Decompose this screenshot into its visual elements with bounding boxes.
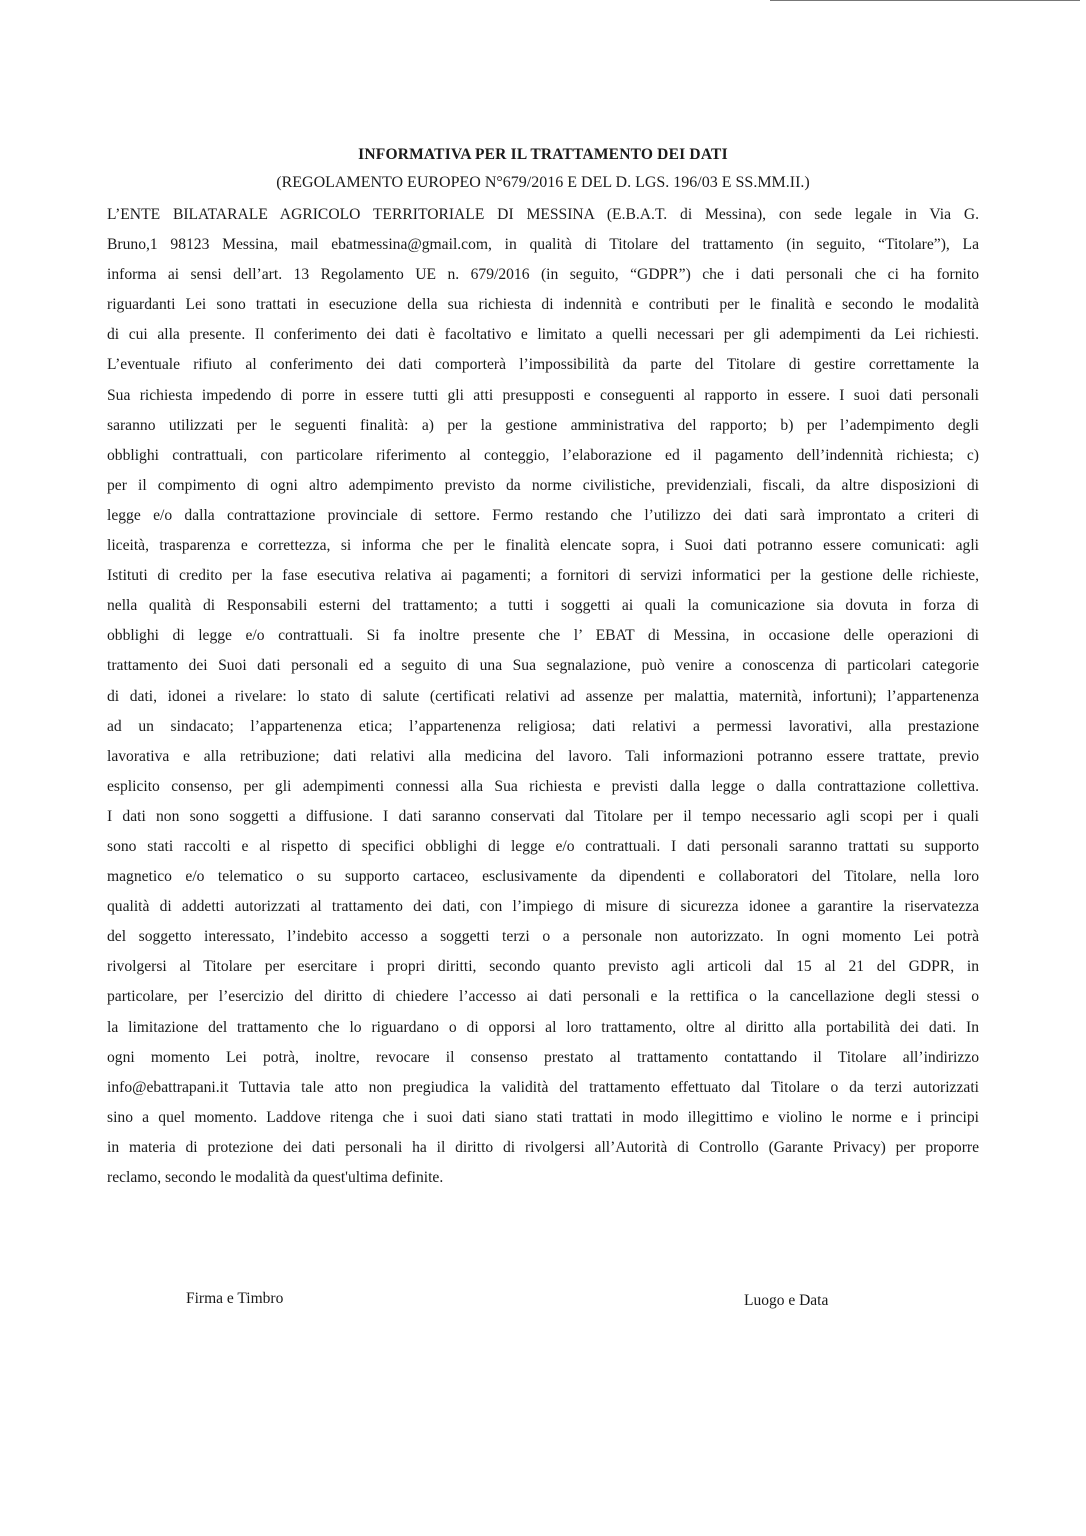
document-subtitle: (REGOLAMENTO EUROPEO N°679/2016 E DEL D. LGS. 196/03 E SS.MM.II.) <box>276 174 810 191</box>
body-line: I dati non sono soggetti a diffusione. I dati saranno conservati dal Titolare per il tempo necessario agli scopi per i quali <box>107 807 979 825</box>
body-line: sino a quel momento. Laddove ritenga che i suoi dati siano stati trattati in modo illegittimo e violino le norme e i principi <box>107 1108 979 1126</box>
body-line: L’ENTE BILATARALE AGRICOLO TERRITORIALE DI MESSINA (E.B.A.T. di Messina), con sede legale in Via G. <box>107 206 979 223</box>
body-line: particolare, per l’esercizio del diritto di chiedere l’accesso ai dati personali e la rettifica o la cancellazione degli stessi o <box>107 988 979 1006</box>
place-date-label: Luogo e Data <box>744 1292 829 1309</box>
document-title: INFORMATIVA PER IL TRATTAMENTO DEI DATI <box>358 146 728 163</box>
body-line: qualità di addetti autorizzati al trattamento dei dati, con l’impiego di misure di sicurezza idonee a garantire la riservatezza <box>107 898 979 916</box>
body-line: per il compimento di ogni altro adempimento previsto da norme civilistiche, previdenziali, fiscali, da altre disposizioni di <box>107 476 979 494</box>
body-line: in materia di protezione dei dati personali ha il diritto di rivolgersi all’Autorità di Controllo (Garante Privacy) per proporre <box>107 1138 979 1156</box>
body-line: lavorativa e alla retribuzione; dati relativi alla medicina del lavoro. Tali informazioni potranno essere trattate, previo <box>107 747 979 765</box>
body-line: trattamento dei Suoi dati personali ed a seguito di una Sua segnalazione, può venire a conoscenza di particolari categorie <box>107 657 979 675</box>
body-line: obblighi di legge e/o contrattuali. Si fa inoltre presente che l’ EBAT di Messina, in occasione delle operazioni di <box>107 627 979 645</box>
body-line: sono stati raccolti e al rispetto di specifici obblighi di legge e/o contrattuali. I dati personali saranno trattati su supporto <box>107 837 979 855</box>
body-line: esplicito consenso, per gli adempimenti connessi alla Sua richiesta e previsti dalla legge o dalla contrattazione collettiva. <box>107 777 979 795</box>
signature-label: Firma e Timbro <box>186 1290 284 1307</box>
body-line: legge e/o dalla contrattazione provinciale di settore. Fermo restando che l’utilizzo dei dati sarà improntato a criteri di <box>107 506 979 524</box>
body-line: Bruno,1 98123 Messina, mail ebatmessina@gmail.com, in qualità di Titolare del trattamento (in seguito, “Titolare”), La <box>107 236 979 254</box>
body-line: di cui alla presente. Il conferimento dei dati è facoltativo e limitato a quelli necessari per gli adempimenti da Lei richiesti. <box>107 326 979 344</box>
body-line: ogni momento Lei potrà, inoltre, revocare il consenso prestato al trattamento contattando il Titolare all’indirizzo <box>107 1048 979 1066</box>
body-line: informa ai sensi dell’art. 13 Regolamento UE n. 679/2016 (in seguito, “GDPR”) che i dati personali che ci ha fornito <box>107 266 979 284</box>
body-line: reclamo, secondo le modalità da quest'ultima definite. <box>107 1169 444 1186</box>
body-line: ad un sindacato; l’appartenenza etica; l’appartenenza religiosa; dati relativi a permessi lavorativi, alla prestazione <box>107 717 979 735</box>
body-line: liceità, trasparenza e correttezza, si informa che per le finalità elencate sopra, i Suoi dati potranno essere comunicati: agli <box>107 537 979 555</box>
body-line: obblighi contrattuali, con particolare riferimento al conteggio, l’elaborazione ed il pagamento dell’indennità richiesta; c) <box>107 446 979 464</box>
body-line: Istituti di credito per la fase esecutiva relativa ai pagamenti; a fornitori di servizi informatici per la gestione delle richieste, <box>107 567 979 585</box>
body-line: saranno utilizzati per le seguenti finalità: a) per la gestione amministrativa del rapporto; b) per l’adempimento degli <box>107 416 979 434</box>
body-line: di dati, idonei a rivelare: lo stato di salute (certificati relativi ad assenze per malattia, maternità, infortuni); l’appartenenza <box>107 687 979 705</box>
body-line: info@ebattrapani.it Tuttavia tale atto non pregiudica la validità del trattamento effettuato dal Titolare o da terzi autorizzati <box>107 1078 979 1096</box>
body-line: L’eventuale rifiuto al conferimento dei dati comporterà l’impossibilità da parte del Titolare di gestire correttamente la <box>107 356 979 374</box>
body-line: rivolgersi al Titolare per esercitare i propri diritti, secondo quanto previsto agli articoli dal 15 al 21 del GDPR, in <box>107 958 979 976</box>
body-line: del soggetto interessato, l’indebito accesso a soggetti terzi o a personale non autorizzato. In ogni momento Lei potrà <box>107 928 979 946</box>
body-line: la limitazione del trattamento che lo riguardano o di opporsi al loro trattamento, oltre al diritto alla portabilità dei dati. In <box>107 1018 979 1036</box>
body-line: riguardanti Lei sono trattati in esecuzione della sua richiesta di indennità e contributi per le finalità e secondo le modalità <box>107 296 979 314</box>
document-body <box>107 200 979 1193</box>
scan-edge-line <box>770 0 1080 1</box>
body-line: magnetico e/o telematico o su supporto cartaceo, esclusivamente da dipendenti e collaboratori del Titolare, nella loro <box>107 868 979 886</box>
body-line: nella qualità di Responsabili esterni del trattamento; a tutti i soggetti ai quali la comunicazione sia dovuta in forza di <box>107 597 979 615</box>
body-line: Sua richiesta impedendo di porre in essere tutti gli atti presupposti e conseguenti al rapporto in essere. I suoi dati personali <box>107 386 979 404</box>
